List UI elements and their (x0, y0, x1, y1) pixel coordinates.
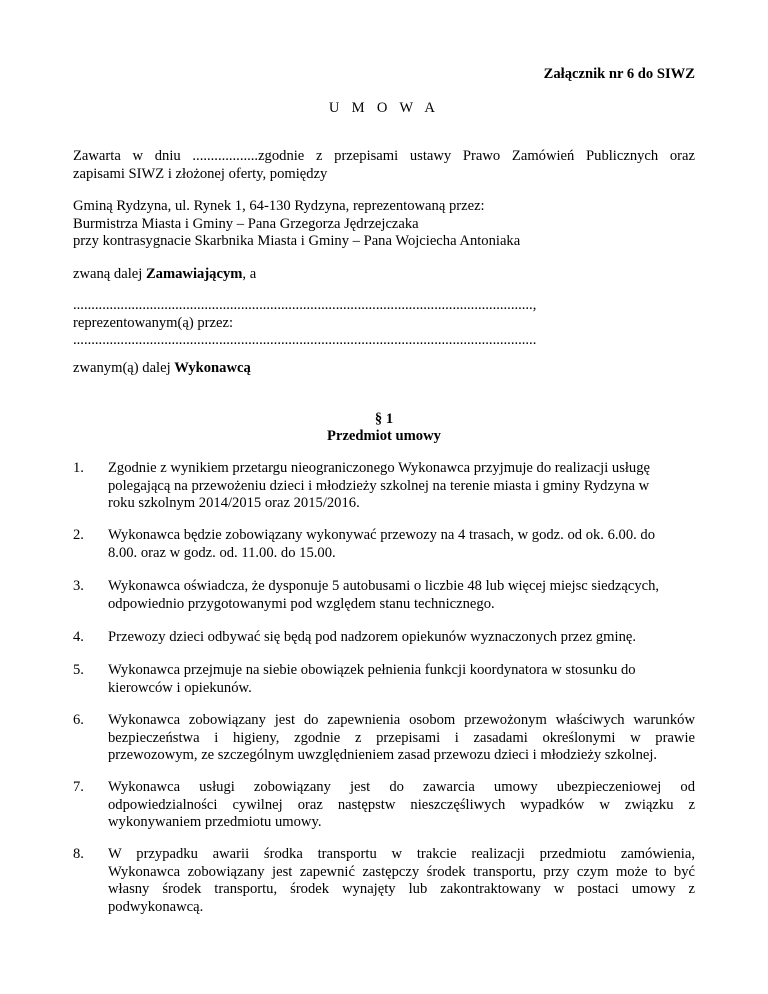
item-text (108, 578, 695, 613)
item-text-line: wykonywaniem przedmiotu umowy. (108, 814, 322, 830)
item-text-line: Wykonawca będzie zobowiązany wykonywać przewozy na 4 trasach, w godz. od ok. 6.00. do (108, 527, 656, 543)
item-text-line: własny środek transportu, środek wynajęty lub zakontraktowany w postaci umowy z (108, 881, 695, 897)
zamawiajacy-suffix: , a (242, 266, 257, 282)
party-wykonawca (73, 297, 695, 350)
document-title: U M O W A (328, 100, 440, 116)
gmina-line-3: przy kontrasygnacie Skarbnika Miasta i Gminy – Pana Wojciecha Antoniaka (73, 233, 521, 249)
item-text-line: Wykonawca przejmuje na siebie obowiązek pełnienia funkcji koordynatora w stosunku do (108, 662, 636, 678)
zamawiajacy-term: Zamawiającym (145, 266, 243, 282)
zamawiajacy-line (73, 266, 695, 284)
item-text-line: Wykonawca zobowiązany jest zapewnić zastępczy środek transportu, przy czym może to być (108, 863, 695, 880)
intro-line-1: Zawarta w dniu ..................zgodnie z przepisami ustawy Prawo Zamówień Publicznych oraz (73, 148, 695, 164)
item-text-line: polegającą na przewożeniu dzieci i młodzieży szkolnej na terenie miasta i gminy Rydzyna w (108, 477, 650, 494)
gmina-line-2: Burmistrza Miasta i Gminy – Pana Grzegorza Jędrzejczaka (73, 215, 419, 232)
section-number: § 1 (374, 411, 394, 427)
item-text-line: odpowiedzialności cywilnej oraz następstw nieszczęśliwych wypadków w związku z (108, 796, 695, 813)
item-number: 8. (73, 846, 84, 862)
item-text-line: kierowców i opiekunów. (108, 679, 252, 696)
list-item (73, 527, 695, 562)
item-text-line: przewozowym, ze szczególnym uwzględnieniem zasad przewozu dzieci i młodzieży szkolnej. (108, 747, 658, 763)
item-text (108, 846, 695, 916)
wykonawca-line (73, 360, 695, 378)
list-item (73, 712, 695, 765)
represented-label: reprezentowanym(ą) przez: (73, 314, 234, 331)
item-number: 3. (73, 578, 84, 594)
item-text (108, 779, 695, 832)
attachment-label: Załącznik nr 6 do SIWZ (543, 66, 695, 82)
list-item (73, 779, 695, 832)
party-gmina (73, 198, 695, 251)
item-text (108, 460, 695, 513)
item-number: 1. (73, 460, 84, 476)
item-text-line: Wykonawca usługi zobowiązany jest do zawarcia umowy ubezpieczeniowej od (108, 779, 695, 795)
item-text-line: Wykonawca zobowiązany jest do zapewnienia osobom przewożonym właściwych warunków (108, 712, 695, 728)
item-number: 2. (73, 527, 84, 543)
item-text-line: bezpieczeństwa i higieny, zgodnie z przepisami i zasadami określonymi w prawie (108, 729, 695, 746)
item-number: 7. (73, 779, 84, 795)
item-text-line: Wykonawca oświadcza, że dysponuje 5 autobusami o liczbie 48 lub więcej miejsc siedzących, (108, 578, 660, 594)
item-text (108, 527, 695, 562)
intro-paragraph (73, 148, 695, 183)
item-text-line: Zgodnie z wynikiem przetargu nieograniczonego Wykonawca przyjmuje do realizacji usługę (108, 460, 650, 476)
item-text-line: Przewozy dzieci odbywać się będą pod nadzorem opiekunów wyznaczonych przez gminę. (108, 629, 637, 645)
list-item (73, 662, 695, 697)
item-text-line: odpowiednio przygotowanymi pod względem stanu technicznego. (108, 595, 495, 612)
item-text-line: roku szkolnym 2014/2015 oraz 2015/2016. (108, 495, 360, 511)
item-text (108, 629, 695, 647)
list-item (73, 846, 695, 916)
item-text-line: W przypadku awarii środka transportu w trakcie realizacji przedmiotu zamówienia, (108, 846, 695, 862)
intro-line-2: zapisami SIWZ i złożonej oferty, pomiędzy (73, 165, 328, 182)
section-heading: Przedmiot umowy (327, 428, 441, 444)
item-text (108, 662, 695, 697)
list-item (73, 460, 695, 513)
dots-line-2: ............................................................................................................................... (73, 332, 537, 348)
list-item (73, 629, 695, 647)
item-number: 6. (73, 712, 84, 728)
item-number: 5. (73, 662, 84, 678)
gmina-line-1: Gminą Rydzyna, ul. Rynek 1, 64-130 Rydzyna, reprezentowaną przez: (73, 198, 485, 214)
wykonawca-term: Wykonawcą (174, 360, 251, 376)
dots-line-1: .............................................................................................................................., (73, 297, 537, 313)
item-text-line: 8.00. oraz w godz. od. 11.00. do 15.00. (108, 544, 336, 561)
item-text-line: podwykonawcą. (108, 898, 204, 915)
list-item (73, 578, 695, 613)
item-number: 4. (73, 629, 84, 645)
zamawiajacy-prefix: zwaną dalej (73, 266, 146, 282)
item-text (108, 712, 695, 765)
wykonawca-prefix: zwanym(ą) dalej (73, 360, 175, 376)
